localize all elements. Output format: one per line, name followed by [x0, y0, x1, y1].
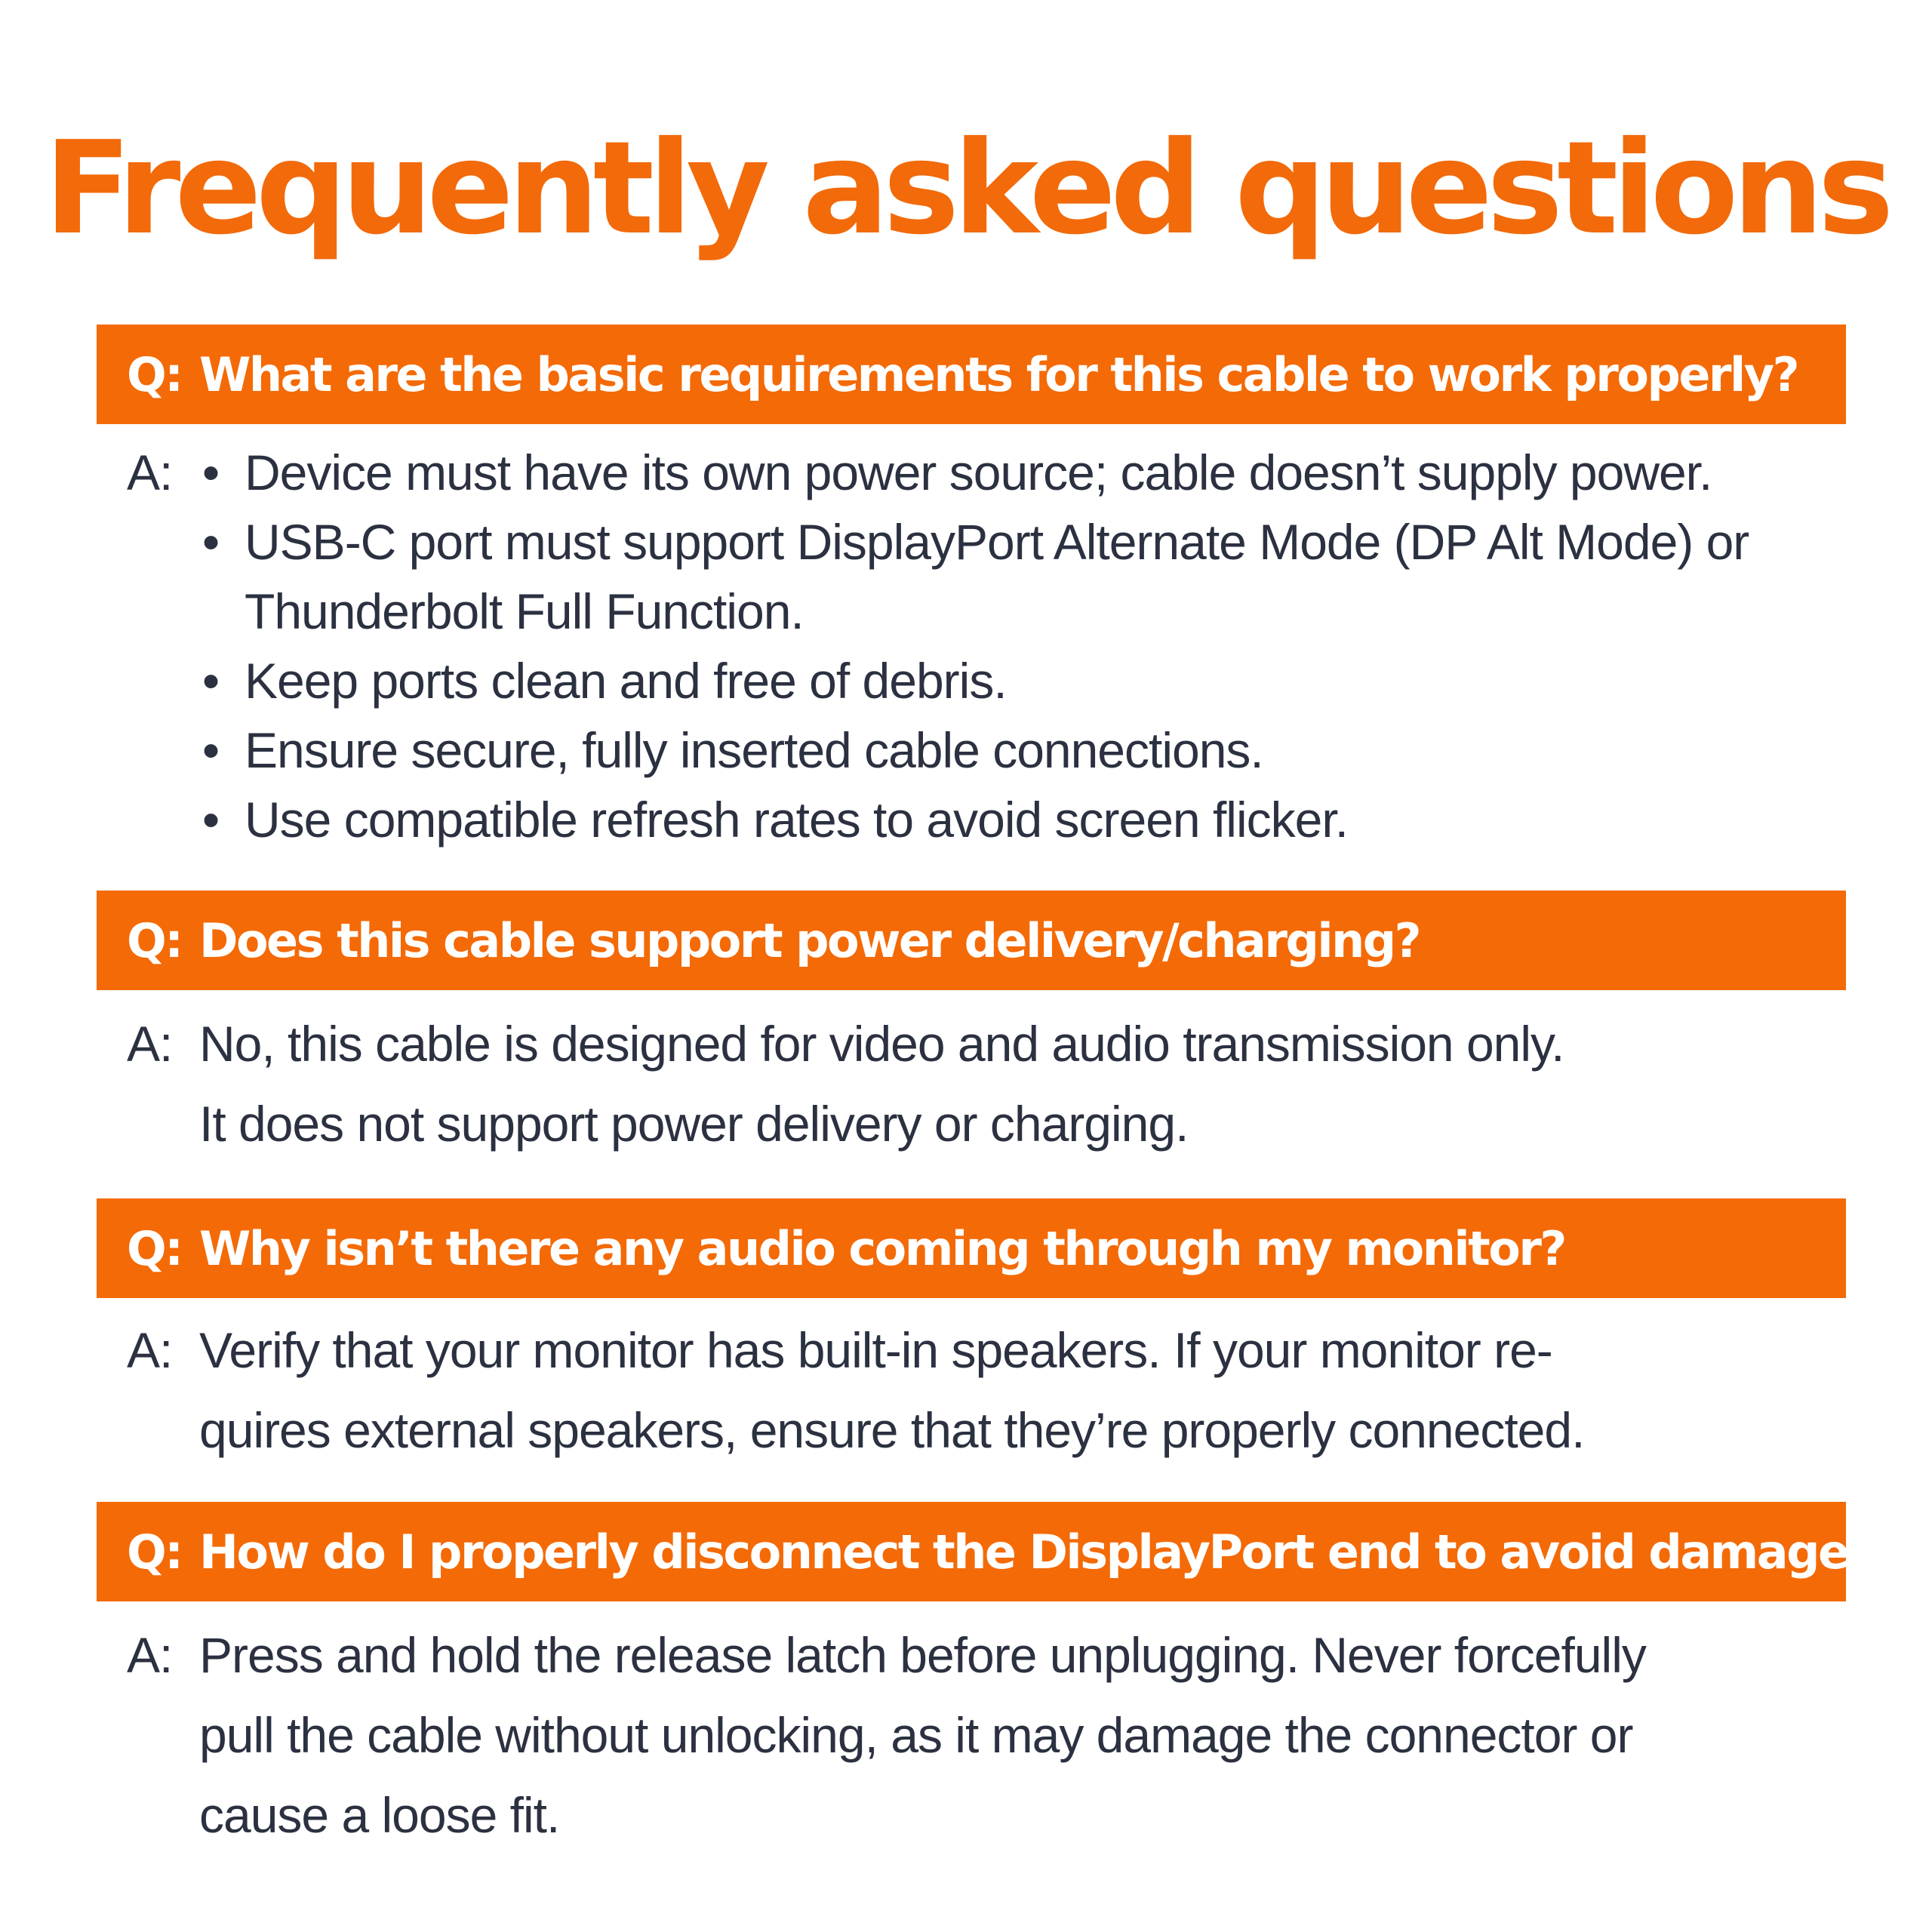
question-text: Why isn’t there any audio coming through my monitor?: [199, 1220, 1565, 1276]
answer-text: cause a loose fit.: [199, 1787, 560, 1843]
bullet-item: [199, 785, 1749, 854]
answer-prefix: A:: [127, 1016, 173, 1072]
bullet-item: [199, 507, 1749, 646]
question-text: How do I properly disconnect the DisplayPort end to avoid damage?: [199, 1524, 1873, 1580]
bullet-dot-icon: •: [202, 722, 220, 778]
bullet-text: Thunderbolt Full Function.: [245, 583, 804, 639]
faq-question-bar: [97, 1198, 1846, 1298]
question-prefix: Q:: [127, 912, 182, 968]
question-text: What are the basic requirements for this cable to work properly?: [199, 346, 1798, 402]
bullet-item: [199, 715, 1749, 785]
bullet-text: Ensure secure, fully inserted cable connections.: [245, 722, 1263, 778]
faq-question-bar: [97, 891, 1846, 990]
answer-bullet-list: [199, 438, 1749, 854]
question-prefix: Q:: [127, 1220, 182, 1276]
bullet-text: Device must have its own power source; cable doesn’t supply power.: [245, 445, 1712, 500]
bullet-text: USB-C port must support DisplayPort Alternate Mode (DP Alt Mode) or: [245, 514, 1749, 570]
answer-text: quires external speakers, ensure that they’re properly connected.: [199, 1402, 1585, 1458]
answer-text: pull the cable without unlocking, as it may damage the connector or: [199, 1707, 1633, 1763]
answer-prefix: A:: [127, 1627, 173, 1683]
question-prefix: Q:: [127, 1524, 182, 1580]
bullet-item: [199, 438, 1749, 507]
bullet-text: Use compatible refresh rates to avoid screen flicker.: [245, 792, 1349, 848]
bullet-dot-icon: •: [202, 653, 220, 709]
answer-text: It does not support power delivery or charging.: [199, 1096, 1189, 1152]
faq-question-bar: [97, 325, 1846, 424]
bullet-dot-icon: •: [202, 445, 220, 500]
question-text: Does this cable support power delivery/charging?: [199, 912, 1420, 968]
bullet-dot-icon: •: [202, 792, 220, 848]
answer-prefix: A:: [127, 445, 173, 500]
bullet-item: [199, 646, 1749, 715]
answer-text: Verify that your monitor has built-in speakers. If your monitor re-: [199, 1322, 1552, 1378]
question-prefix: Q:: [127, 346, 182, 402]
answer-text: No, this cable is designed for video and audio transmission only.: [199, 1016, 1564, 1072]
answer-prefix: A:: [127, 1322, 173, 1378]
bullet-text: Keep ports clean and free of debris.: [245, 653, 1007, 709]
answer-text: Press and hold the release latch before unplugging. Never forcefully: [199, 1627, 1646, 1683]
bullet-dot-icon: •: [202, 514, 220, 570]
page-title: Frequently asked questions: [44, 114, 1888, 263]
faq-question-bar: [97, 1502, 1873, 1601]
